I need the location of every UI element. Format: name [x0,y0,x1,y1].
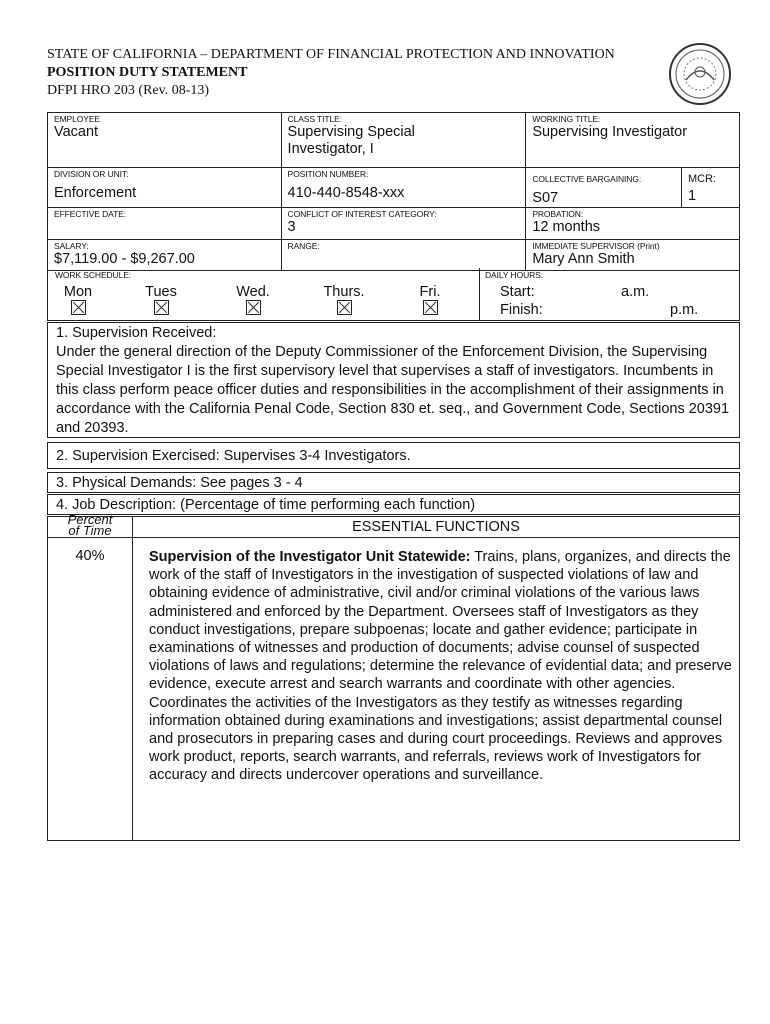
supervision-exercised-section: 2. Supervision Exercised: Supervises 3-4 Investigators. [47,442,740,469]
percent-header [48,514,132,536]
day-label: Mon [63,284,93,300]
class-title-label: CLASS TITLE: [287,114,342,124]
state-seal-icon [662,42,738,106]
checked-box-icon[interactable] [423,300,438,315]
supervisor-label: IMMEDIATE SUPERVISOR (Print) [532,241,660,251]
conflict-value: 3 [287,219,296,235]
physical-demands-section: 3. Physical Demands: See pages 3 - 4 [47,472,740,493]
am-label: a.m. [621,284,650,300]
conflict-cell [281,208,526,240]
day-mon [54,284,102,319]
day-wed [229,284,277,319]
range-cell [281,240,526,271]
employee-value: Vacant [54,124,99,140]
percent-header-line1: Percent [67,512,113,527]
working-title-cell [526,113,740,168]
division-label: DIVISION OR UNIT: [54,169,129,179]
work-schedule-label: WORK SCHEDULE: [55,270,132,280]
working-title-value: Supervising Investigator [532,124,688,140]
day-label: Thurs. [323,284,365,300]
mcr-label: MCR: [688,173,716,185]
day-label: Fri. [419,284,441,300]
salary-value: $7,119.00 - $9,267.00 [54,251,195,267]
checked-box-icon[interactable] [154,300,169,315]
range-label: RANGE: [287,241,320,251]
supervisor-value: Mary Ann Smith [532,251,635,267]
day-thurs [320,284,368,319]
checked-box-icon[interactable] [71,300,86,315]
section-1-title: 1. Supervision Received: [56,325,217,341]
supervisor-cell [526,240,740,271]
day-fri [406,284,454,319]
job-description-section: 4. Job Description: (Percentage of time performing each function) [47,494,740,515]
working-title-label: WORKING TITLE: [532,114,601,124]
probation-label: PROBATION: [532,209,584,219]
function-description [149,548,733,785]
percent-header-line2: of Time [68,523,112,538]
mcr-cell [682,168,740,208]
collective-bargaining-label: COLLECTIVE BARGAINING: [532,174,642,184]
division-cell [48,168,282,208]
form-number: DFPI HRO 203 (Rev. 08-13) [47,83,210,98]
position-number-cell [281,168,526,208]
position-info-grid [47,112,740,271]
function-percent: 40% [75,548,105,564]
agency-line: STATE OF CALIFORNIA – DEPARTMENT OF FINANCIAL PROTECTION AND INNOVATION [47,47,615,62]
division-value: Enforcement [54,185,137,201]
day-label: Wed. [236,284,270,300]
effective-date-label: EFFECTIVE DATE: [54,209,127,219]
document-title: POSITION DUTY STATEMENT [47,65,248,80]
collective-bargaining-value: S07 [532,190,559,206]
effective-date-cell [48,208,282,240]
salary-cell [48,240,282,271]
salary-label: SALARY: [54,241,89,251]
class-title-value: Supervising Special Investigator, I [287,124,415,157]
essential-functions-header: ESSENTIAL FUNCTIONS [352,519,520,535]
function-title: Supervision of the Investigator Unit Statewide: [149,549,471,565]
functions-header [47,512,740,538]
conflict-label: CONFLICT OF INTEREST CATEGORY: [287,209,437,219]
daily-hours-label: DAILY HOURS: [485,270,544,280]
start-label: Start: [500,284,535,300]
section-1-body: Under the general direction of the Deputy Commissioner of the Enforcement Division, the Supervising Special Investigator I is the first supervisory level that supervises a staff of investigators. Incumbents in this class perform peace officer duties and responsibilities in the accomplishment of their assignments in accordance with the California Penal Code, Section 830 et. seq., and Government Code, Sections 20391 and 20393. [56,344,730,436]
supervision-received-section [47,322,740,438]
checked-box-icon[interactable] [246,300,261,315]
probation-cell [526,208,740,240]
class-title-cell [281,113,526,168]
finish-label: Finish: [500,302,543,318]
position-number-value: 410-440-8548-xxx [287,185,405,201]
function-text: Trains, plans, organizes, and directs the work of the staff of Investigators in the investigation of suspected violations of law and obtaining evidence of administrative, civil and/or criminal violations of the various laws administered and enforced by the Department. Oversees staff of Investigators as they conduct investigations, prepare subpoenas; locate and gather evidence; participate in examinations of witnesses and production of documents; advise counsel of suspected violations of laws and regulations; determine the relevance of evidential data; and preserve evidence, execute arrest and search warrants and coordinate with other agencies. Coordinates the activities of the Investigators as they testify as witnesses regarding information obtained during examinations and investigations; assist departmental counsel and prosecutors in preparing cases and during court proceedings. Reviews and approves work product, reports, search warrants, and referrals, reviews work of Investigators for accuracy and directs undercover operations and surveillance. [149,549,732,784]
employee-cell [48,113,282,168]
checked-box-icon[interactable] [337,300,352,315]
pm-label: p.m. [670,302,699,318]
position-number-label: POSITION NUMBER: [287,169,369,179]
day-label: Tues [145,284,177,300]
mcr-value: 1 [688,188,697,204]
day-tues [137,284,185,319]
document-header [47,46,615,100]
employee-label: EMPLOYEE [54,114,100,124]
probation-value: 12 months [532,219,601,235]
collective-bargaining-cell [526,168,682,208]
